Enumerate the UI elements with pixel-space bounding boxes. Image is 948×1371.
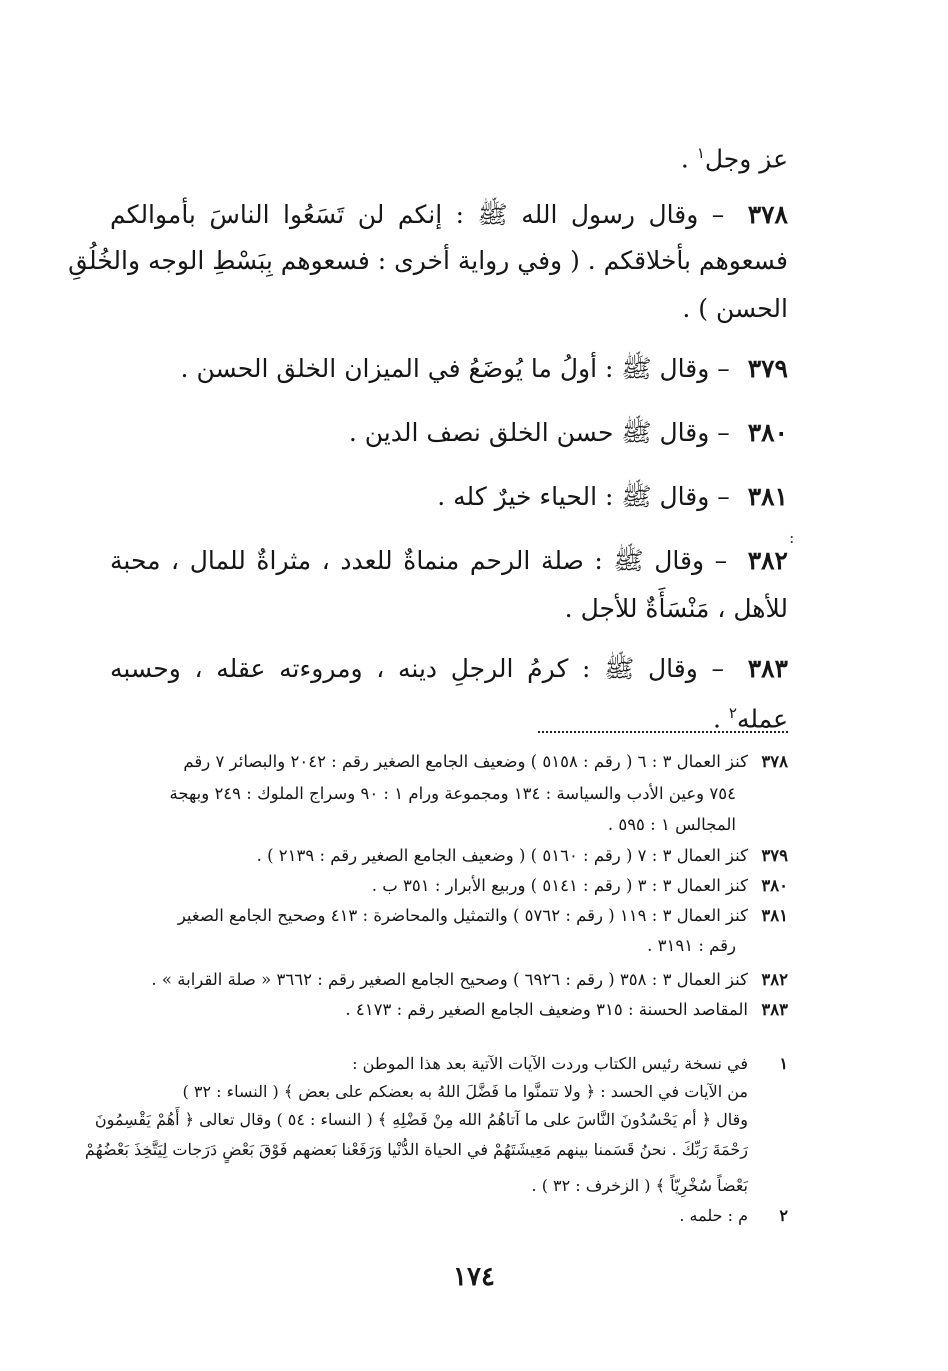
hadith-number: ٣٨٢: [747, 546, 788, 575]
source-text: كنز العمال ٣ : ٦ ( رقم : ٥١٥٨ ) وضعيف الجامع الصغير رقم : ٢٠٤٢ والبصائر ٧ رقم: [183, 752, 748, 771]
footnote-number: ٢: [779, 1206, 788, 1225]
source-number: ٣٧٩: [761, 846, 788, 865]
hadith-379: [110, 352, 788, 386]
footnote-number: ١: [779, 1054, 788, 1073]
footnote-1-cont-2: [94, 1108, 788, 1134]
hadith-number: ٣٨٣: [747, 654, 788, 683]
source-383: [110, 996, 788, 1024]
source-381-cont: [110, 932, 788, 960]
hadith-382-line-2: للأهل ، مَنْسَأَةٌ للأجل .: [564, 594, 788, 623]
source-text: كنز العمال ٣ : ٣٥٨ ( رقم : ٦٩٢٦ ) وصحيح الجامع الصغير رقم : ٣٦٦٢ « صلة القرابة » .: [151, 970, 748, 989]
footnote-text: من الآيات في الحسد : ﴿ ولا تتمنَّوا ما فَضَّلَ اللهُ به بعضكم على بعض ﴾ ( النساء : ٣٢ ): [182, 1082, 748, 1101]
hadith-text: – وقال ﷺ حسن الخلق نصف الدين .: [348, 418, 730, 447]
hadith-text: – وقال رسول الله ﷺ : إنكم لن تَسَعُوا الناسَ بأموالكم: [110, 200, 725, 229]
dotted-separator: [538, 731, 788, 733]
hadith-383-line-1: [110, 652, 788, 686]
hadith-378-line-2: فسعوهم بأخلاقكم . ( وفي رواية أخرى : فسعوهم بِبَسْطِ الوجه والخُلُقِ: [68, 246, 788, 275]
hadith-end: .: [712, 704, 729, 734]
source-379: [110, 842, 788, 870]
hadith-number: ٣٨١: [747, 482, 788, 511]
source-text: المقاصد الحسنة : ٣١٥ وضعيف الجامع الصغير رقم : ٤١٧٣ .: [345, 1000, 748, 1019]
hadith-378-line-1: [110, 198, 788, 232]
source-number: ٣٧٨: [761, 752, 788, 771]
hadith-text: – وقال ﷺ : الحياء خيرٌ كله .: [437, 482, 730, 511]
footnote-text: بَعْضاً سُخْرِيّاً ﴾ ( الزخرف : ٣٢ ) .: [531, 1176, 748, 1195]
hadith-378-line-3: الحسن ) .: [682, 294, 788, 323]
top-line: [110, 136, 788, 176]
source-text: رقم : ٣١٩١ .: [647, 936, 736, 955]
hadith-text: – وقال ﷺ : صلة الرحم منماةٌ للعدد ، مثراةٌ للمال ، محبة: [110, 546, 728, 575]
source-number: ٣٨٠: [761, 876, 788, 895]
footnote-1-cont-4: [110, 1174, 788, 1200]
hadith-text: عمله: [736, 704, 788, 734]
top-line-text: عز وجل: [704, 144, 788, 174]
source-382: [110, 966, 788, 994]
footnote-text: في نسخة رئيس الكتاب وردت الآيات الآتية بعد هذا الموطن :: [352, 1054, 748, 1073]
footnote-text: رَحْمَةَ رَبِّكَ . نحنُ قَسَمنا بينهم مَعِيشَتَهُمْ في الحياة الدُّنْيا وَرَفَعْنا بَعضهم فَوْقَ بَعْضٍ دَرَجات لِيَتَّخِذَ بَعْضُهُمْ: [84, 1140, 748, 1159]
source-text: كنز العمال ٣ : ٣ ( رقم : ٥١٤١ ) وربيع الأبرار : ٣٥١ ب .: [371, 876, 748, 895]
page-number: ١٧٤: [453, 1262, 495, 1292]
footnote-1-cont-1: [110, 1080, 788, 1106]
source-number: ٣٨٣: [761, 1000, 788, 1019]
hadith-text: – وقال ﷺ : أولُ ما يُوضَعُ في الميزان الخلق الحسن .: [180, 354, 730, 383]
footnote-ref-1[interactable]: ١: [696, 144, 705, 162]
source-378-cont-1: [110, 780, 788, 808]
hadith-381: [110, 480, 788, 514]
source-number: ٣٨٢: [761, 970, 788, 989]
hadith-380: [110, 416, 788, 450]
footnote-ref-2[interactable]: ٢: [728, 704, 737, 722]
hadith-number: ٣٨٠: [747, 418, 788, 447]
footnote-text: م : حلمه .: [679, 1206, 748, 1225]
source-378-cont-2: [110, 811, 788, 839]
source-text: كنز العمال ٣ : ١١٩ ( رقم : ٥٧٦٢ ) والتمثيل والمحاضرة : ٤١٣ وصحيح الجامع الصغير: [177, 906, 748, 925]
source-378: [110, 748, 788, 776]
source-text: المجالس ١ : ٥٩٥ .: [607, 815, 736, 834]
hadith-text: – وقال ﷺ : كرمُ الرجلِ دينه ، ومروءته عقله ، وحسبه: [110, 654, 725, 683]
footnote-1-cont-3: [84, 1138, 788, 1164]
source-381: [110, 902, 788, 930]
footnote-1: [110, 1052, 788, 1078]
hadith-382-line-1: [110, 544, 788, 578]
hadith-number: ٣٧٨: [747, 200, 788, 229]
source-380: [110, 872, 788, 900]
margin-mark: :: [789, 528, 795, 547]
top-line-end: .: [680, 144, 697, 174]
footnote-2: [110, 1204, 788, 1230]
hadith-number: ٣٧٩: [747, 354, 788, 383]
source-text: كنز العمال ٣ : ٧ ( رقم : ٥١٦٠ ) ( وضعيف الجامع الصغير رقم : ٢١٣٩ ) .: [256, 846, 748, 865]
source-text: ٧٥٤ وعين الأدب والسياسة : ١٣٤ ومجموعة ورام ١ : ٩٠ وسراج الملوك : ٢٤٩ وبهجة: [169, 784, 736, 803]
source-number: ٣٨١: [761, 906, 788, 925]
footnote-text: وقال ﴿ أم يَحْسُدُونَ النَّاسَ على ما آتاهُمُ الله مِنْ فَضْلِهِ ﴾ ( النساء : ٥٤ ) وقال تعالى ﴿ أَهُمْ يَقْسِمُونَ: [94, 1110, 748, 1129]
